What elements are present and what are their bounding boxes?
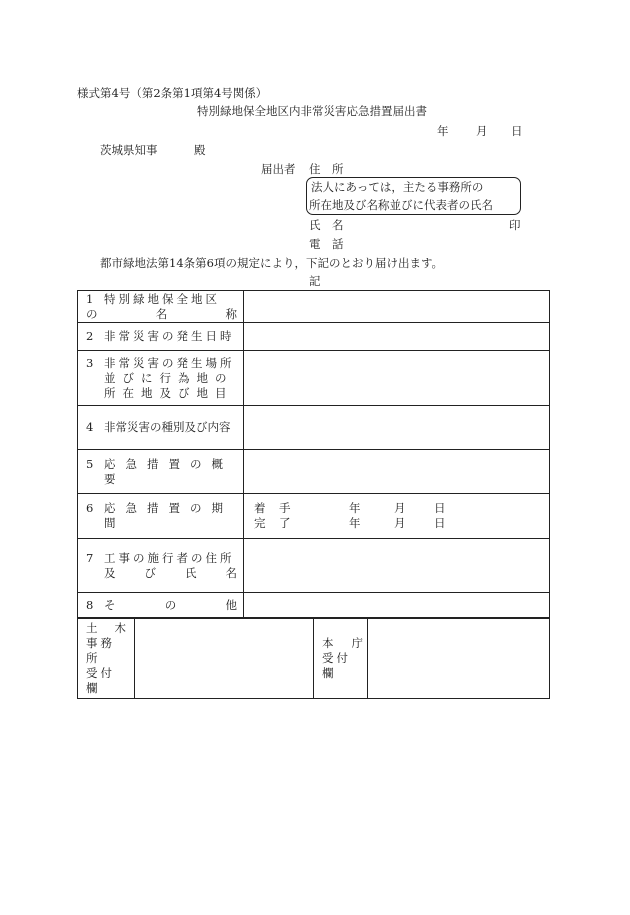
table-row xyxy=(78,406,550,450)
honorific: 殿 xyxy=(194,143,206,157)
statement: 都市緑地法第14条第6項の規定により，下記のとおり届け出ます。 xyxy=(100,256,444,270)
date-year-label: 年 xyxy=(437,124,449,138)
row-label-measure-summary: 5 応急措置の概要 xyxy=(78,450,244,494)
phone-label: 電 話 xyxy=(309,237,344,251)
form-title: 特別緑地保全地区内非常災害応急措置届出書 xyxy=(197,104,427,118)
table-row xyxy=(78,351,550,406)
notification-table xyxy=(77,290,550,618)
reception-table xyxy=(77,618,550,699)
table-row xyxy=(78,450,550,494)
row-label-contractor: 7 工事の施行者の住所 及 び 氏 名 xyxy=(78,539,244,593)
other-field[interactable] xyxy=(244,593,550,618)
address-label: 住 所 xyxy=(309,162,344,176)
contractor-field[interactable] xyxy=(244,539,550,593)
row-label-occurrence-datetime: 2 非常災害の発生日時 xyxy=(78,323,244,351)
name-label: 氏 名 xyxy=(309,218,344,232)
ki-label: 記 xyxy=(309,274,321,288)
honcho-reception-label: 本 庁 受付欄 xyxy=(314,619,368,699)
table-row xyxy=(78,323,550,351)
addressee: 茨城県知事 xyxy=(100,143,158,157)
notifier-label: 届出者 xyxy=(261,162,296,176)
table-row xyxy=(78,593,550,618)
form-number: 様式第4号（第2条第1項第4号関係） xyxy=(77,86,268,100)
row-label-other: 8 そ の 他 xyxy=(78,593,244,618)
row-label-measure-period: 6 応急措置の期間 xyxy=(78,494,244,539)
area-name-field[interactable] xyxy=(244,291,550,323)
doboku-reception-label: 土 木 事務所 受付欄 xyxy=(78,619,135,699)
honcho-reception-field[interactable] xyxy=(368,619,550,699)
table-row xyxy=(78,291,550,323)
date-day-label: 日 xyxy=(511,124,523,138)
date-month-label: 月 xyxy=(476,124,488,138)
corp-note-line2: 所在地及び名称並びに代表者の氏名 xyxy=(309,198,493,212)
measure-period-field[interactable]: 着 手 年 月 日 完 了 年 月 日 xyxy=(244,494,550,539)
disaster-type-field[interactable] xyxy=(244,406,550,450)
location-field[interactable] xyxy=(244,351,550,406)
table-row xyxy=(78,494,550,539)
row-label-area-name: 1 特別緑地保全地区 の 名 称 xyxy=(78,291,244,323)
corp-note-line1: 法人にあっては，主たる事務所の xyxy=(311,180,484,194)
row-label-disaster-type: 4 非常災害の種別及び内容 xyxy=(78,406,244,450)
doboku-reception-field[interactable] xyxy=(135,619,314,699)
row-label-location: 3 非常災害の発生場所 並びに行為地の 所在地及び地目 xyxy=(78,351,244,406)
table-row xyxy=(78,539,550,593)
occurrence-datetime-field[interactable] xyxy=(244,323,550,351)
measure-summary-field[interactable] xyxy=(244,450,550,494)
seal-mark: 印 xyxy=(509,218,521,232)
